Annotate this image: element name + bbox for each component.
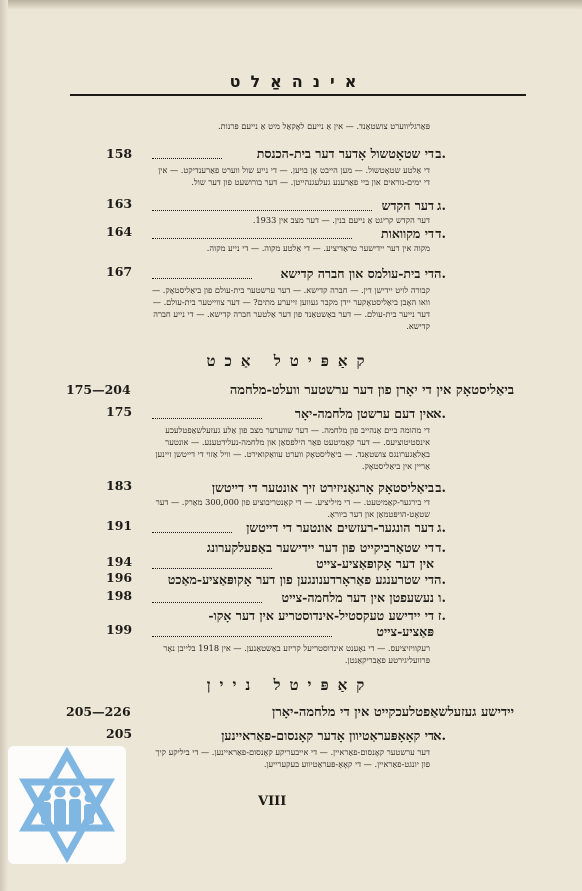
entry-note: מקוה אין דער יידישער טראַדיציע. — די אַלטע מקוה. — די נייע מקוה. xyxy=(206,243,430,253)
section-page-range: 175—204 xyxy=(66,382,131,397)
entry-note: רעקוויזיציעס. — די נאָענט אינדוסטריעל קריזע באַשטאַנען. — אין 1918 בלייבן נאָר פּרוועליגירטע פאַבריקאַנטן. xyxy=(163,643,430,665)
leader-dots xyxy=(152,532,232,533)
entry-letter: ה. xyxy=(433,573,446,588)
chapter-heading: קאַפּיטל אַכט xyxy=(206,352,374,370)
entry-letter: ג. xyxy=(437,521,446,536)
entry-title: די בית-עולמס און חברה קדישא xyxy=(280,266,434,281)
section-page-range: 205—226 xyxy=(66,704,131,719)
leader-dots xyxy=(152,238,352,239)
entry-letter: ב. xyxy=(435,147,446,162)
entry-title: די קאָאָפּעראַטיוון אָדער קאָנסום-פאַראיינען xyxy=(221,728,434,743)
entry-note: דער הקדש קריגט אַ נייעם בנין. — דער מצב אין 1933. xyxy=(252,215,430,225)
entry-page: 198 xyxy=(106,588,133,603)
leader-dots xyxy=(152,636,332,637)
entry-page: 167 xyxy=(106,264,133,279)
entry-page: 164 xyxy=(106,224,133,239)
entry-title: דער הקדש xyxy=(381,198,434,213)
leader-dots xyxy=(152,568,272,569)
entry-letter: ג. xyxy=(437,199,446,214)
entry-letter: א. xyxy=(433,729,446,744)
chapter-heading: קאַפּיטל ניין xyxy=(206,676,374,694)
entry-page: 163 xyxy=(106,196,133,211)
leader-dots xyxy=(152,278,252,279)
entry-page: 191 xyxy=(106,518,133,533)
entry-letter: ה. xyxy=(433,267,446,282)
entry-title: די מקוואות xyxy=(381,226,434,241)
entry-title: די שטרענגע פאַראָרדענונגען פון דער אָקופּאַציע-מאַכט xyxy=(167,572,434,587)
entry-note: די אַלטע שטאָטשול. — מען הייבט אָן בויען. — די נייע שול ווערט פאַרענדיקט. — אין די ימים-נוראים און ביי פאַרענע געלעגנהייטן. — דער בורושעט פון דער שול. xyxy=(158,165,430,187)
entry-letter: א. xyxy=(433,407,446,422)
entry-title: די שטאַרביקייט פון דער יידישער באַפעלקערונג xyxy=(206,540,434,555)
intro-note: פּאַרגליווערט צושטאַנד. — אין אַ נייעם לאָקאַל מיט אַ נייעם פּרנות. xyxy=(218,121,430,131)
leader-dots xyxy=(152,602,262,603)
entry-note: די מהומה ביים אַנהייב פון מלחמה. — דער שווערער מצב פון אַלע געזעלשאַפטלעכע אינסטיטוציעס. — דער קאַמיטעט פאַר הילפסאַן און מלחמה-נעלידטענע. — אונטער באַלאַגערונגס צושטאַנד. — ביאַליסטאָק ווערט עוואַקואירט. — וויל אַזוי די דייטשן זיינען אַריין אין ביאַליסטאָק. xyxy=(155,425,430,471)
entry-page: 205 xyxy=(106,726,133,741)
entry-title: ביאַליסטאָק אָרגאַניזירט זיך אונטער די דייטשן xyxy=(211,480,434,495)
entry-note: קבורה לויט יידישן דין. — חברה קדישא. — דער ערשטער בית-עולם פון ביאַליסטאָק. — וואו האָבן ביאַליסטאָקער יידן מקבר געווען זייערע מתים? — דער צווייטער בית-עולם. — דער נייער בית-עולם. — דער באַשטאַנד פון דער אַלטער חברה קדישא. — די נייע חברה קדישא. xyxy=(151,285,430,331)
entry-title: דער הונגער-רעזשים אונטער די דייטשן xyxy=(246,520,434,535)
leader-dots xyxy=(152,210,372,211)
entry-title: אין דעם ערשטן מלחמה-יאָר xyxy=(294,406,434,421)
leader-dots xyxy=(152,418,262,419)
entry-note: דער ערשטער קאָנסום-פאַראיין. — די אייבעריקע קאָנסום-פאַראיינען. — די ביליקע קיך פון יונגט-פאַראיין. — די קאָאָ-פּעראַטיווע בעקערייען. xyxy=(155,747,430,769)
page-header: אינהאַלט xyxy=(229,72,367,91)
page-top-shadow xyxy=(0,0,582,10)
entry-letter: ב. xyxy=(435,481,446,496)
entry-title: די שטאָטשול אָדער דער בית-הכנסת xyxy=(256,146,434,161)
star-of-david-family-icon xyxy=(8,746,126,864)
entry-title: נעשעפטן אין דער מלחמה-צייט xyxy=(281,590,434,605)
entry-page: 194 xyxy=(106,554,133,569)
entry-title-continued: פּאַציע-צייט xyxy=(376,624,434,639)
page-number: VIII xyxy=(258,794,287,809)
section-title: יידישע געזעלשאַפטלעכקייט אין די מלחמה-יאָרן xyxy=(272,705,514,720)
entry-page: 175 xyxy=(106,404,133,419)
section-title: ביאַליסטאָק אין די יאָרן פון דער ערשטער וועלט-מלחמה xyxy=(229,383,514,398)
entry-letter: ד. xyxy=(435,227,446,242)
entry-title-continued: אין דער אָקופּאַציע-צייט xyxy=(316,556,434,571)
leader-dots xyxy=(152,158,222,159)
header-rule xyxy=(70,94,526,96)
entry-note: די בירגער-קאַמיטעט. — די מיליציע. — די קאָנטריבוציע פון 300,000 מאַרק. — דער שטאָט-הויפּטמאַן און דער ביוראָ. xyxy=(155,497,430,519)
page-left-shadow xyxy=(0,0,8,891)
entry-letter: ד. xyxy=(435,541,446,556)
entry-page: 199 xyxy=(106,622,133,637)
entry-page: 158 xyxy=(106,146,133,161)
entry-page: 183 xyxy=(106,478,133,493)
entry-letter: ו. xyxy=(438,591,446,606)
entry-page: 196 xyxy=(106,570,133,585)
entry-title: די יידישע טעקסטיל-אינדוסטריע אין דער אָקו- xyxy=(208,608,434,623)
entry-letter: ז. xyxy=(437,609,446,624)
